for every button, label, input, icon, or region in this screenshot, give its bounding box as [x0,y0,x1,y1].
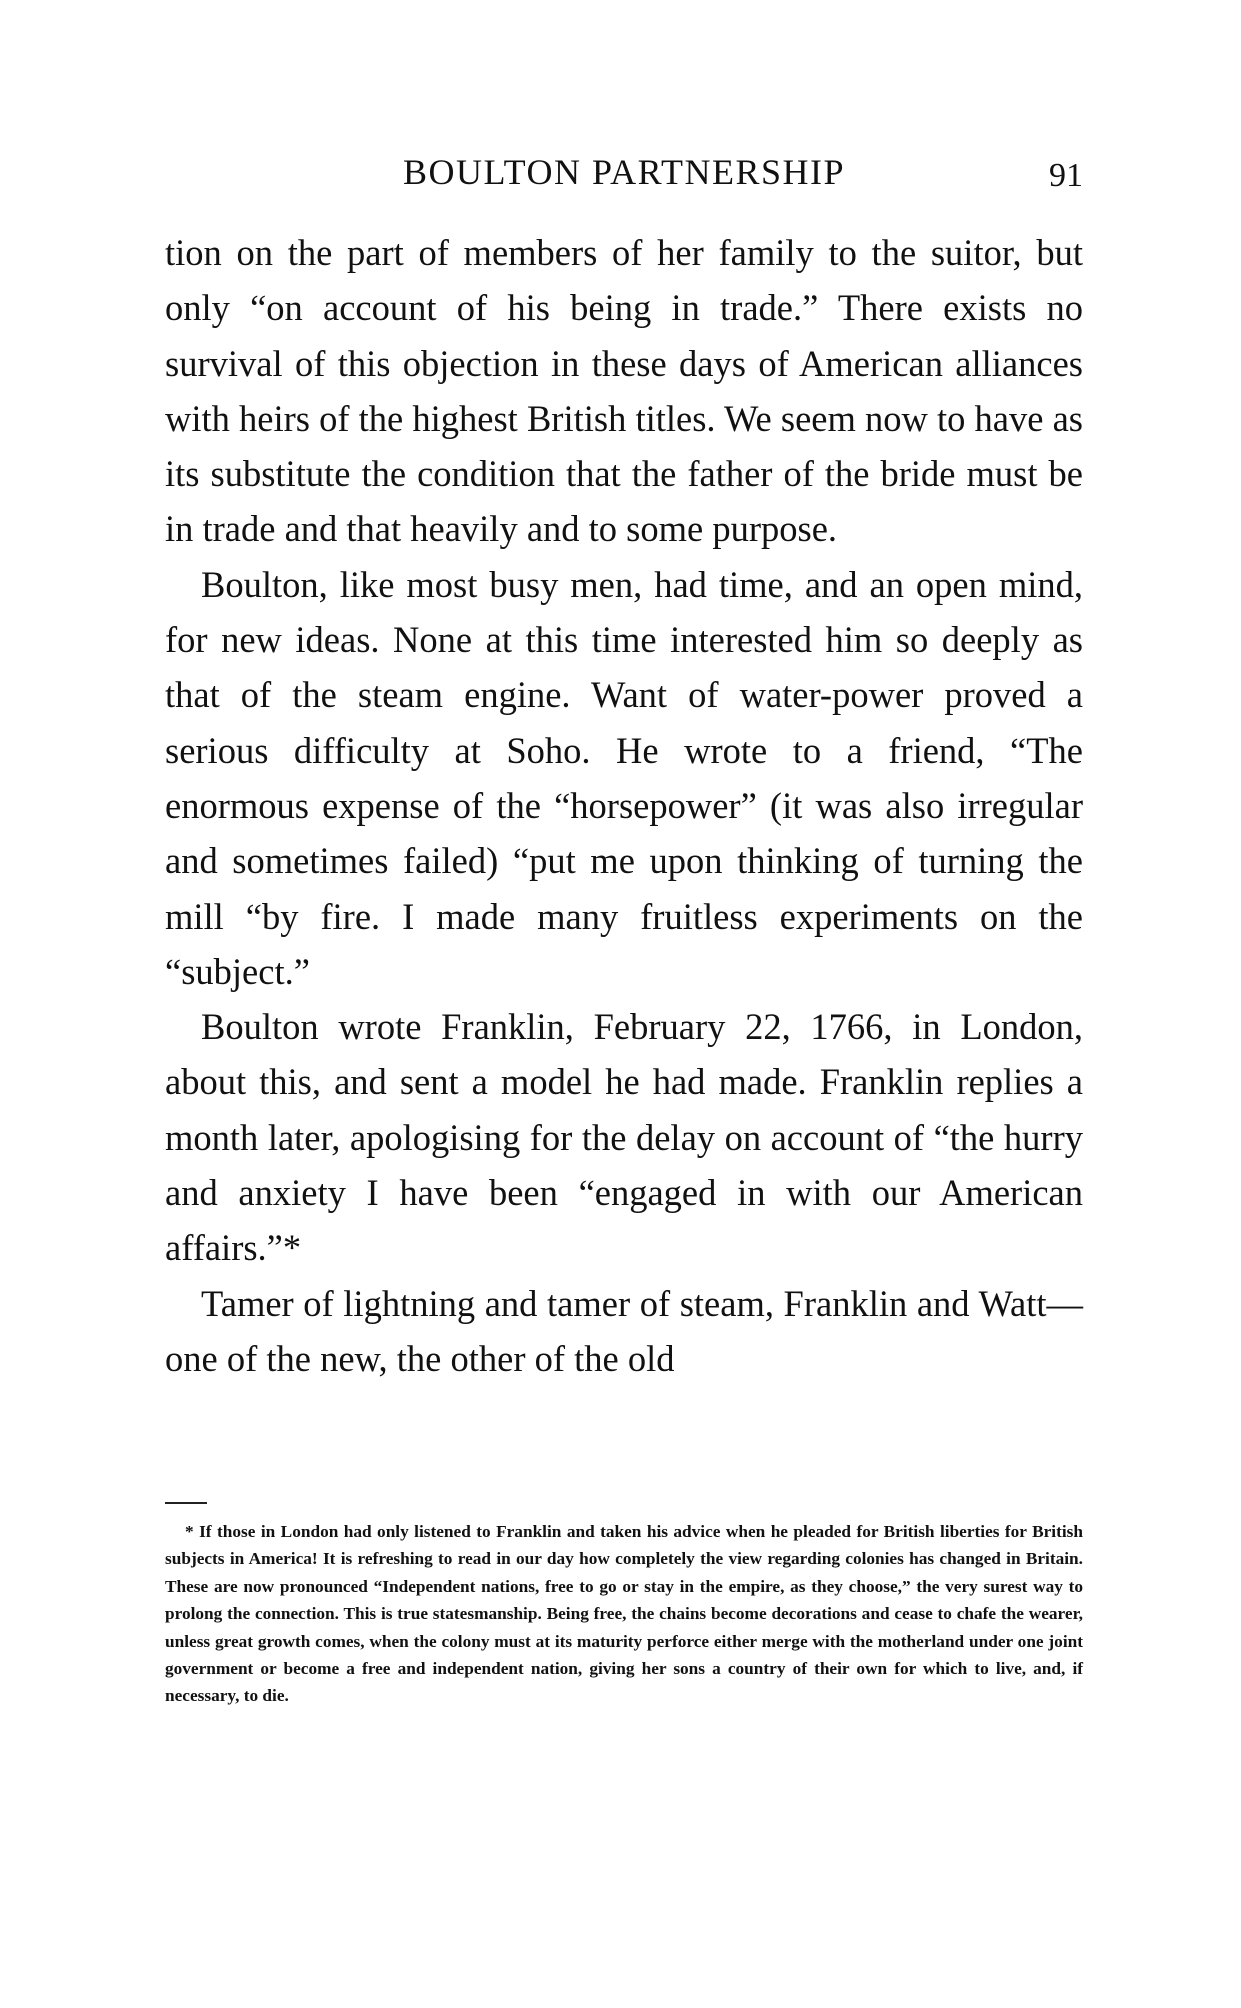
running-head [165,148,1083,196]
paragraph-steam-engine: Boulton, like most busy men, had time, and an open mind, for new ideas. None at this time interested him so deeply as that of the steam engine. Want of water-power proved a serious difficulty at Soho. He wrote to a friend, “The enormous expense of the “horsepower” (it was also irregular and sometimes failed) “put me upon thinking of turning the mill “by fire. I made many fruitless experiments on the “subject.” [165,563,1083,992]
footnote-rule [165,1502,207,1504]
running-title: BOULTON PARTNERSHIP [402,152,846,192]
body-text [165,225,1083,1386]
footnote-text: * If those in London had only listened to Franklin and taken his advice when he pleaded for British liberties for British subjects in America! It is refreshing to read in our day how completely the view regarding colonies has changed in Britain. These are now pronounced “Independent nations, free to go or stay in the empire, as they choose,” the very surest way to prolong the connection. This is true statesmanship. Being free, the chains become decorations and cease to chafe the wearer, unless great growth comes, when the colony must at its maturity perforce either merge with the motherland under one joint government or become a free and independent nation, giving her sons a country of their own for which to live, and, if necessary, to die. [165,1522,1083,1706]
paragraph-continued: tion on the part of members of her family to the suitor, but only “on account of his being in trade.” There exists no survival of this objection in these days of American alliances with heirs of the highest British titles. We seem now to have as its substitute the condition that the father of the bride must be in trade and that heavily and to some purpose. [165,232,1083,550]
page-number: 91 [1049,157,1083,194]
footnote [165,1518,1083,1710]
paragraph-tamer-of-lightning: Tamer of lightning and tamer of steam, Franklin and Watt—one of the new, the other of the old [165,1282,1083,1379]
paragraph-franklin-letter: Boulton wrote Franklin, February 22, 1766, in London, about this, and sent a model he had made. Franklin replies a month later, apologising for the delay on account of “the hurry and anxiety I have been “engaged in with our American affairs.”* [165,1006,1083,1269]
